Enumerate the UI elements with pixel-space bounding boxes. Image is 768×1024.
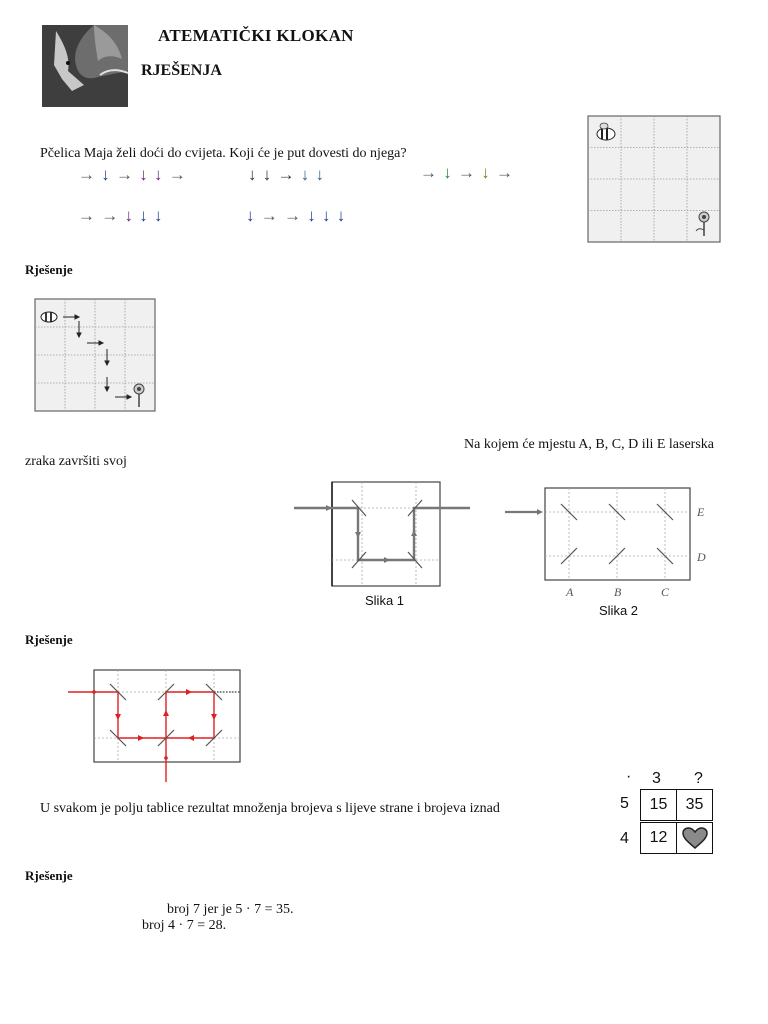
label-e: E [697,505,705,519]
figure1-caption: Slika 1 [365,593,405,608]
heart-icon [682,827,708,849]
row-header: 5 [620,795,629,812]
option-b-arrows: ↓ ↓ → ↓ ↓ [248,165,325,184]
solution-label-2: Rješenje [25,632,73,647]
option-a-arrows: → ↓ → ↓ ↓ → [78,165,187,184]
laser-solution-figure [68,670,243,785]
figure2-caption: Slika 2 [599,603,639,618]
solution-label-3: Rješenje [25,868,73,883]
multiplication-table [616,768,726,858]
label-b: B [614,585,622,599]
bee-grid-figure [588,116,720,242]
task2-question-part1: Na kojem će mjestu A, B, C, D ili E laserska [464,437,715,452]
laser-figure-1 [292,482,472,588]
bee-icon [41,312,57,322]
bee-solution-figure [35,299,155,411]
table-cell: 12 [640,822,677,854]
option-d-arrows: → → ↓ ↓ ↓ [78,206,164,225]
option-c-arrows: → ↓ → ↓ → [420,163,514,182]
solution-text-line1: broj 7 jer je 5 · 7 = 35. [167,902,294,917]
option-e-arrows: ↓ → → ↓ ↓ ↓ [246,206,347,225]
col-header: 3 [652,770,661,787]
table-corner: · [626,768,632,785]
label-c: C [661,585,670,599]
page-subtitle: RJEŠENJA [141,62,222,79]
page-title: ATEMATIČKI KLOKAN [158,26,354,45]
table-cell-heart [676,822,713,854]
label-a: A [566,585,574,599]
row-header: 4 [620,830,629,847]
task1-question: Pčelica Maja želi doći do cvijeta. Koji će je put dovesti do njega? [40,146,407,161]
kangaroo-logo-icon [42,25,128,107]
col-header: ? [694,770,703,787]
task2-question-part2: zraka završiti svoj [25,454,127,469]
solution-label-1: Rješenje [25,262,73,277]
table-cell: 35 [676,789,713,821]
task3-question: U svakom je polju tablice rezultat množenja brojeva s lijeve strane i brojeva iznad [40,801,500,816]
solution-text-line2: broj 4 · 7 = 28. [142,918,227,933]
label-d: D [697,550,706,564]
laser-figure-2 [503,488,693,583]
table-cell: 15 [640,789,677,821]
